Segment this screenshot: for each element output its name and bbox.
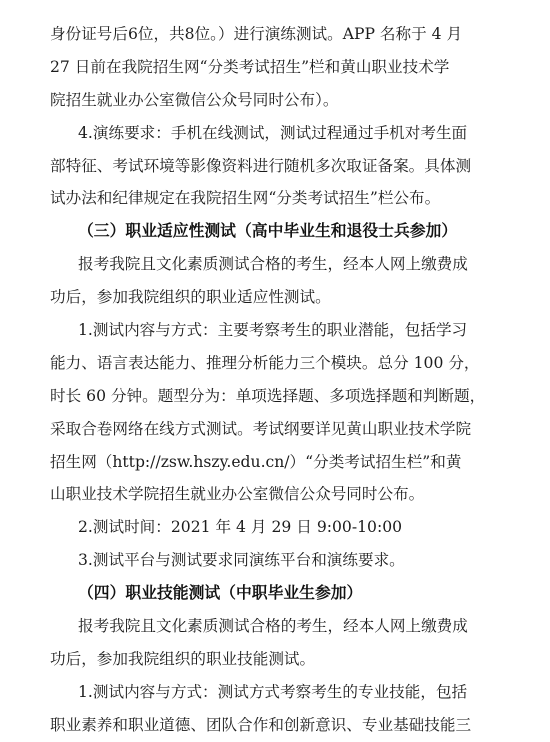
- body-text-line: 院招生就业办公室微信公众号同时公布）。: [50, 90, 339, 109]
- body-text-line: 采取合卷网络在线方式测试。考试纲要详见黄山职业技术学院: [50, 419, 472, 438]
- paragraph-first-line: 3.测试平台与测试要求同演练平台和演练要求。: [78, 551, 405, 570]
- paragraph-first-line: 1.测试内容与方式：主要考察考生的职业潜能，包括学习: [78, 321, 468, 340]
- paragraph-first-line: 报考我院且文化素质测试合格的考生，经本人网上缴费成: [78, 255, 468, 274]
- paragraph-first-line: 报考我院且文化素质测试合格的考生，经本人网上缴费成: [78, 617, 468, 636]
- body-text-line: 山职业技术学院招生就业办公室微信公众号同时公布。: [50, 485, 425, 504]
- body-text-line: 时长 60 分钟。题型分为：单项选择题、多项选择题和判断题，: [50, 386, 486, 405]
- paragraph-first-line: 4.演练要求：手机在线测试，测试过程通过手机对考生面: [78, 123, 468, 142]
- paragraph-first-line: 1.测试内容与方式：测试方式考察考生的专业技能，包括: [78, 682, 468, 701]
- body-text-line: 功后，参加我院组织的职业适应性测试。: [50, 288, 331, 307]
- body-text-line: 招生网（http://zsw.hszy.edu.cn/）“分类考试招生栏”和黄: [50, 452, 462, 471]
- body-text-line: 功后，参加我院组织的职业技能测试。: [50, 649, 316, 668]
- section-heading-4: （四）职业技能测试（中职毕业生参加）: [78, 583, 363, 603]
- body-text-line: 部特征、考试环境等影像资料进行随机多次取证备案。具体测: [50, 156, 472, 175]
- paragraph-first-line: 2.测试时间：2021 年 4 月 29 日 9:00-10:00: [78, 518, 403, 537]
- body-text-line: 试办法和纪律规定在我院招生网“分类考试招生”栏公布。: [50, 189, 441, 208]
- body-text-line: 身份证号后6位，共8位。）进行演练测试。APP 名称于 4 月: [50, 25, 463, 43]
- body-text-line: 职业素养和职业道德、团队合作和创新意识、专业基础技能三: [50, 715, 472, 734]
- section-heading-3: （三）职业适应性测试（高中毕业生和退役士兵参加）: [78, 221, 458, 241]
- document-page: [50, 18, 512, 742]
- body-text-line: 27 日前在我院招生网“分类考试招生”栏和黄山职业技术学: [50, 57, 450, 76]
- body-text-line: 能力、语言表达能力、推理分析能力三个模块。总分 100 分，: [50, 353, 480, 372]
